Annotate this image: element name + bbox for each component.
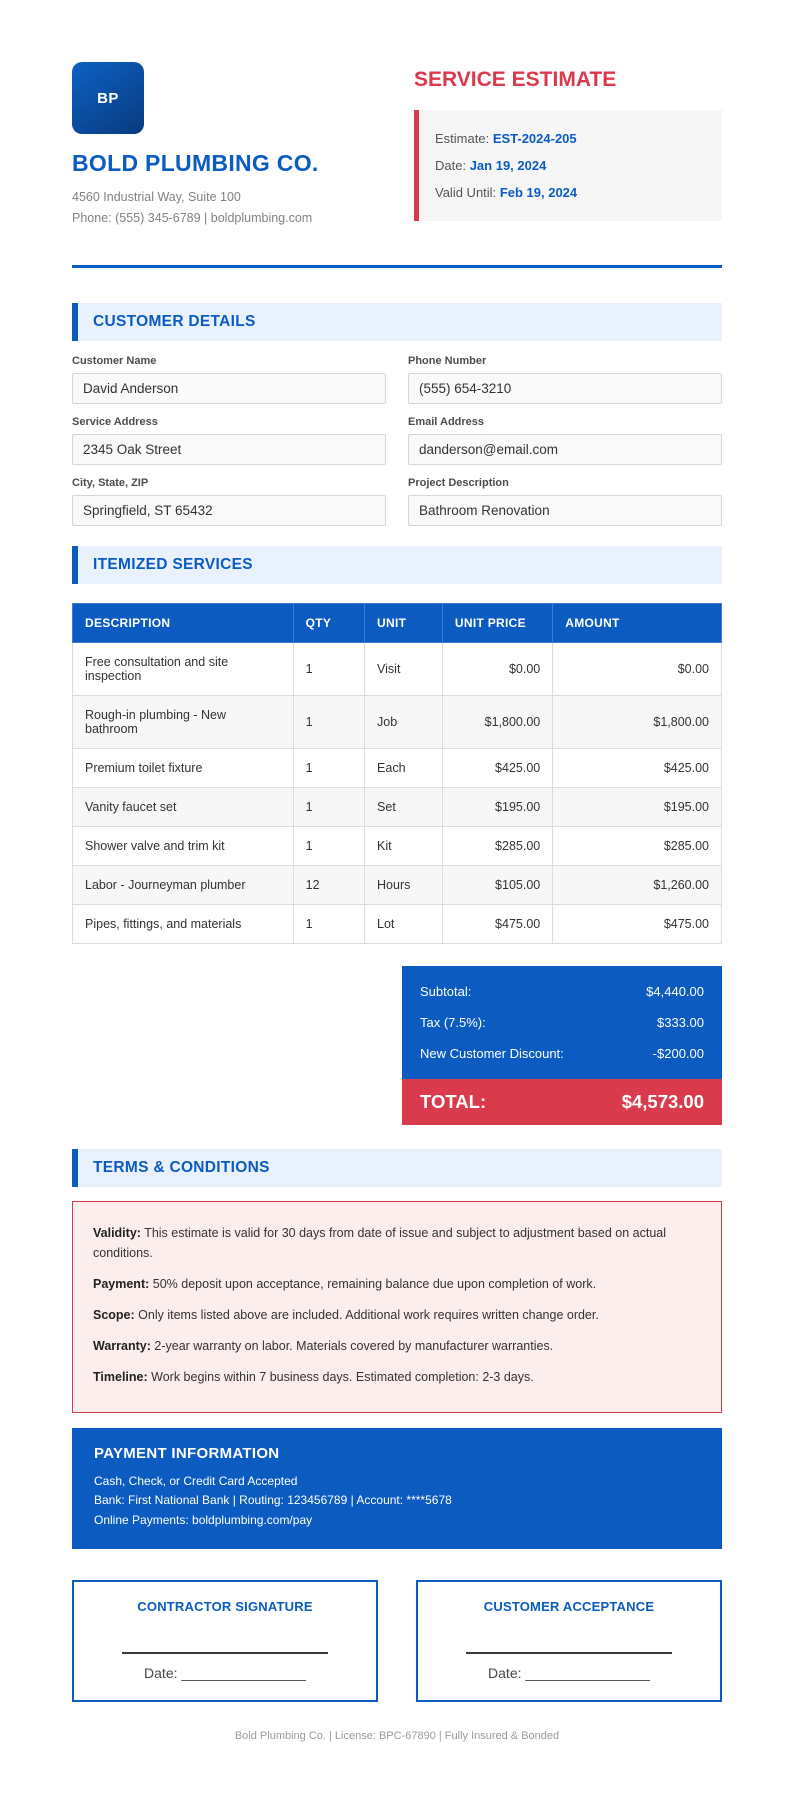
project-description-input[interactable] [408, 495, 722, 526]
cell-unit: Visit [365, 642, 443, 695]
contractor-signature-box [72, 1580, 378, 1702]
totals-subsection [402, 966, 722, 1079]
payment-information-heading: PAYMENT INFORMATION [94, 1444, 280, 1462]
cell-description: Rough-in plumbing - New bathroom [73, 695, 294, 748]
company-contact: Phone: (555) 345-6789 | boldplumbing.com [72, 211, 313, 226]
customer-acceptance-box [416, 1580, 722, 1702]
city-state-zip-label: City, State, ZIP [72, 476, 149, 489]
company-block [72, 62, 392, 230]
customer-signature-line [466, 1652, 671, 1654]
term-timeline-label: Timeline: [93, 1369, 148, 1384]
cell-qty: 1 [293, 904, 364, 943]
term-scope [93, 1305, 701, 1325]
grand-total-label: TOTAL: [420, 1090, 487, 1112]
cell-qty: 1 [293, 695, 364, 748]
customer-name-field [72, 355, 386, 404]
estimate-date-value: Jan 19, 2024 [469, 158, 547, 173]
term-payment-text: 50% deposit upon acceptance, remaining balance due upon completion of work. [152, 1276, 597, 1291]
cell-qty: 1 [293, 642, 364, 695]
cell-unit: Set [365, 787, 443, 826]
document-header [72, 62, 722, 230]
subtotal-label: Subtotal: [420, 983, 472, 999]
bank-details-line: Bank: First National Bank | Routing: 123456789 | Account: ****5678 [94, 1493, 452, 1508]
email-address-field [408, 416, 722, 465]
cell-unit-price: $285.00 [442, 826, 552, 865]
company-address-contact [72, 187, 392, 230]
contractor-signature-title: CONTRACTOR SIGNATURE [137, 1598, 313, 1614]
terms-heading-label: TERMS & CONDITIONS [93, 1158, 270, 1176]
estimate-valid-until-value: Feb 19, 2024 [499, 185, 578, 200]
cell-amount: $475.00 [553, 904, 722, 943]
column-header-qty: QTY [293, 603, 364, 642]
cell-unit: Hours [365, 865, 443, 904]
customer-date-line: Date: ________________ [488, 1664, 650, 1681]
cell-amount: $195.00 [553, 787, 722, 826]
cell-unit-price: $425.00 [442, 748, 552, 787]
table-row [73, 826, 722, 865]
header-divider [72, 265, 722, 268]
customer-name-input[interactable] [72, 373, 386, 404]
cell-amount: $285.00 [553, 826, 722, 865]
itemized-services-heading [72, 546, 722, 584]
column-header-description: DESCRIPTION [73, 603, 294, 642]
contractor-date-line: Date: ________________ [144, 1664, 306, 1681]
terms-box [72, 1201, 722, 1413]
services-table [72, 603, 722, 944]
customer-details-heading [72, 303, 722, 341]
city-state-zip-input[interactable] [72, 495, 386, 526]
table-row [73, 787, 722, 826]
term-validity [93, 1223, 701, 1263]
cell-description: Vanity faucet set [73, 787, 294, 826]
terms-heading [72, 1149, 722, 1187]
cell-unit-price: $195.00 [442, 787, 552, 826]
itemized-services-heading-label: ITEMIZED SERVICES [93, 555, 253, 573]
company-address: 4560 Industrial Way, Suite 100 [72, 190, 241, 204]
phone-number-input[interactable] [408, 373, 722, 404]
grand-total-row [402, 1079, 722, 1125]
subtotal-value: $4,440.00 [646, 983, 704, 999]
email-address-label: Email Address [408, 415, 485, 428]
table-row [73, 904, 722, 943]
customer-details-heading-label: CUSTOMER DETAILS [93, 312, 256, 330]
tax-label: Tax (7.5%): [420, 1014, 486, 1030]
discount-row [402, 1038, 722, 1069]
customer-name-label: Customer Name [72, 354, 157, 367]
cell-unit: Each [365, 748, 443, 787]
term-warranty-text: 2-year warranty on labor. Materials covered by manufacturer warranties. [154, 1338, 554, 1353]
cell-unit: Kit [365, 826, 443, 865]
customer-acceptance-title: CUSTOMER ACCEPTANCE [483, 1598, 655, 1614]
customer-fields [72, 355, 722, 526]
term-warranty [93, 1336, 701, 1356]
company-name: BOLD PLUMBING CO. [72, 150, 319, 176]
estimate-date-row [435, 152, 706, 179]
cell-description: Free consultation and site inspection [73, 642, 294, 695]
contractor-signature-line [122, 1652, 327, 1654]
discount-label: New Customer Discount: [420, 1045, 564, 1061]
cell-qty: 12 [293, 865, 364, 904]
phone-number-label: Phone Number [408, 354, 487, 367]
cell-description: Shower valve and trim kit [73, 826, 294, 865]
cell-qty: 1 [293, 748, 364, 787]
cell-amount: $1,800.00 [553, 695, 722, 748]
table-row [73, 748, 722, 787]
cell-amount: $1,260.00 [553, 865, 722, 904]
estimate-number-row [435, 125, 706, 152]
column-header-amount: AMOUNT [553, 603, 722, 642]
estimate-info-box [414, 110, 722, 221]
logo-initials: BP [97, 89, 119, 107]
cell-description: Premium toilet fixture [73, 748, 294, 787]
email-address-input[interactable] [408, 434, 722, 465]
term-payment [93, 1274, 701, 1294]
tax-value: $333.00 [657, 1014, 704, 1030]
term-payment-label: Payment: [93, 1276, 150, 1291]
company-logo [72, 62, 144, 134]
subtotal-row [402, 976, 722, 1007]
cell-amount: $0.00 [553, 642, 722, 695]
cell-qty: 1 [293, 787, 364, 826]
term-validity-text: This estimate is valid for 30 days from date of issue and subject to adjustment based on actual conditions. [93, 1225, 666, 1260]
table-row [73, 865, 722, 904]
cell-amount: $425.00 [553, 748, 722, 787]
services-table-header-row [73, 603, 722, 642]
estimate-date-label: Date: [435, 158, 467, 173]
term-timeline-text: Work begins within 7 business days. Estimated completion: 2-3 days. [151, 1369, 534, 1384]
cell-unit: Lot [365, 904, 443, 943]
column-header-unit-price: UNIT PRICE [442, 603, 552, 642]
online-payments-line: Online Payments: boldplumbing.com/pay [94, 1513, 313, 1528]
service-address-field [72, 416, 386, 465]
totals-box [402, 966, 722, 1125]
column-header-unit: UNIT [365, 603, 443, 642]
term-validity-label: Validity: [93, 1225, 141, 1240]
estimate-number-label: Estimate: [435, 131, 490, 146]
service-estimate-title: SERVICE ESTIMATE [414, 68, 617, 91]
table-row [73, 642, 722, 695]
estimate-header-block [414, 62, 722, 230]
payment-methods-line: Cash, Check, or Credit Card Accepted [94, 1473, 298, 1488]
cell-description: Labor - Journeyman plumber [73, 865, 294, 904]
cell-unit-price: $0.00 [442, 642, 552, 695]
cell-description: Pipes, fittings, and materials [73, 904, 294, 943]
estimate-valid-until-row [435, 179, 706, 206]
discount-value: -$200.00 [652, 1045, 704, 1061]
cell-qty: 1 [293, 826, 364, 865]
footer-license-text: Bold Plumbing Co. | License: BPC-67890 | Fully Insured & Bonded [234, 1729, 560, 1742]
cell-unit-price: $475.00 [442, 904, 552, 943]
tax-row [402, 1007, 722, 1038]
service-address-input[interactable] [72, 434, 386, 465]
term-scope-label: Scope: [93, 1307, 135, 1322]
city-state-zip-field [72, 477, 386, 526]
cell-unit: Job [365, 695, 443, 748]
phone-number-field [408, 355, 722, 404]
estimate-valid-until-label: Valid Until: [435, 185, 497, 200]
estimate-document [72, 0, 722, 1812]
term-scope-text: Only items listed above are included. Additional work requires written change order. [138, 1307, 599, 1322]
term-warranty-label: Warranty: [93, 1338, 151, 1353]
cell-unit-price: $1,800.00 [442, 695, 552, 748]
estimate-number-value: EST-2024-205 [492, 131, 577, 146]
signature-section [72, 1580, 722, 1702]
payment-information-box [72, 1428, 722, 1549]
project-description-field [408, 477, 722, 526]
grand-total-value: $4,573.00 [621, 1090, 704, 1112]
project-description-label: Project Description [408, 476, 509, 489]
service-address-label: Service Address [72, 415, 158, 428]
table-row [73, 695, 722, 748]
cell-unit-price: $105.00 [442, 865, 552, 904]
term-timeline [93, 1367, 701, 1387]
